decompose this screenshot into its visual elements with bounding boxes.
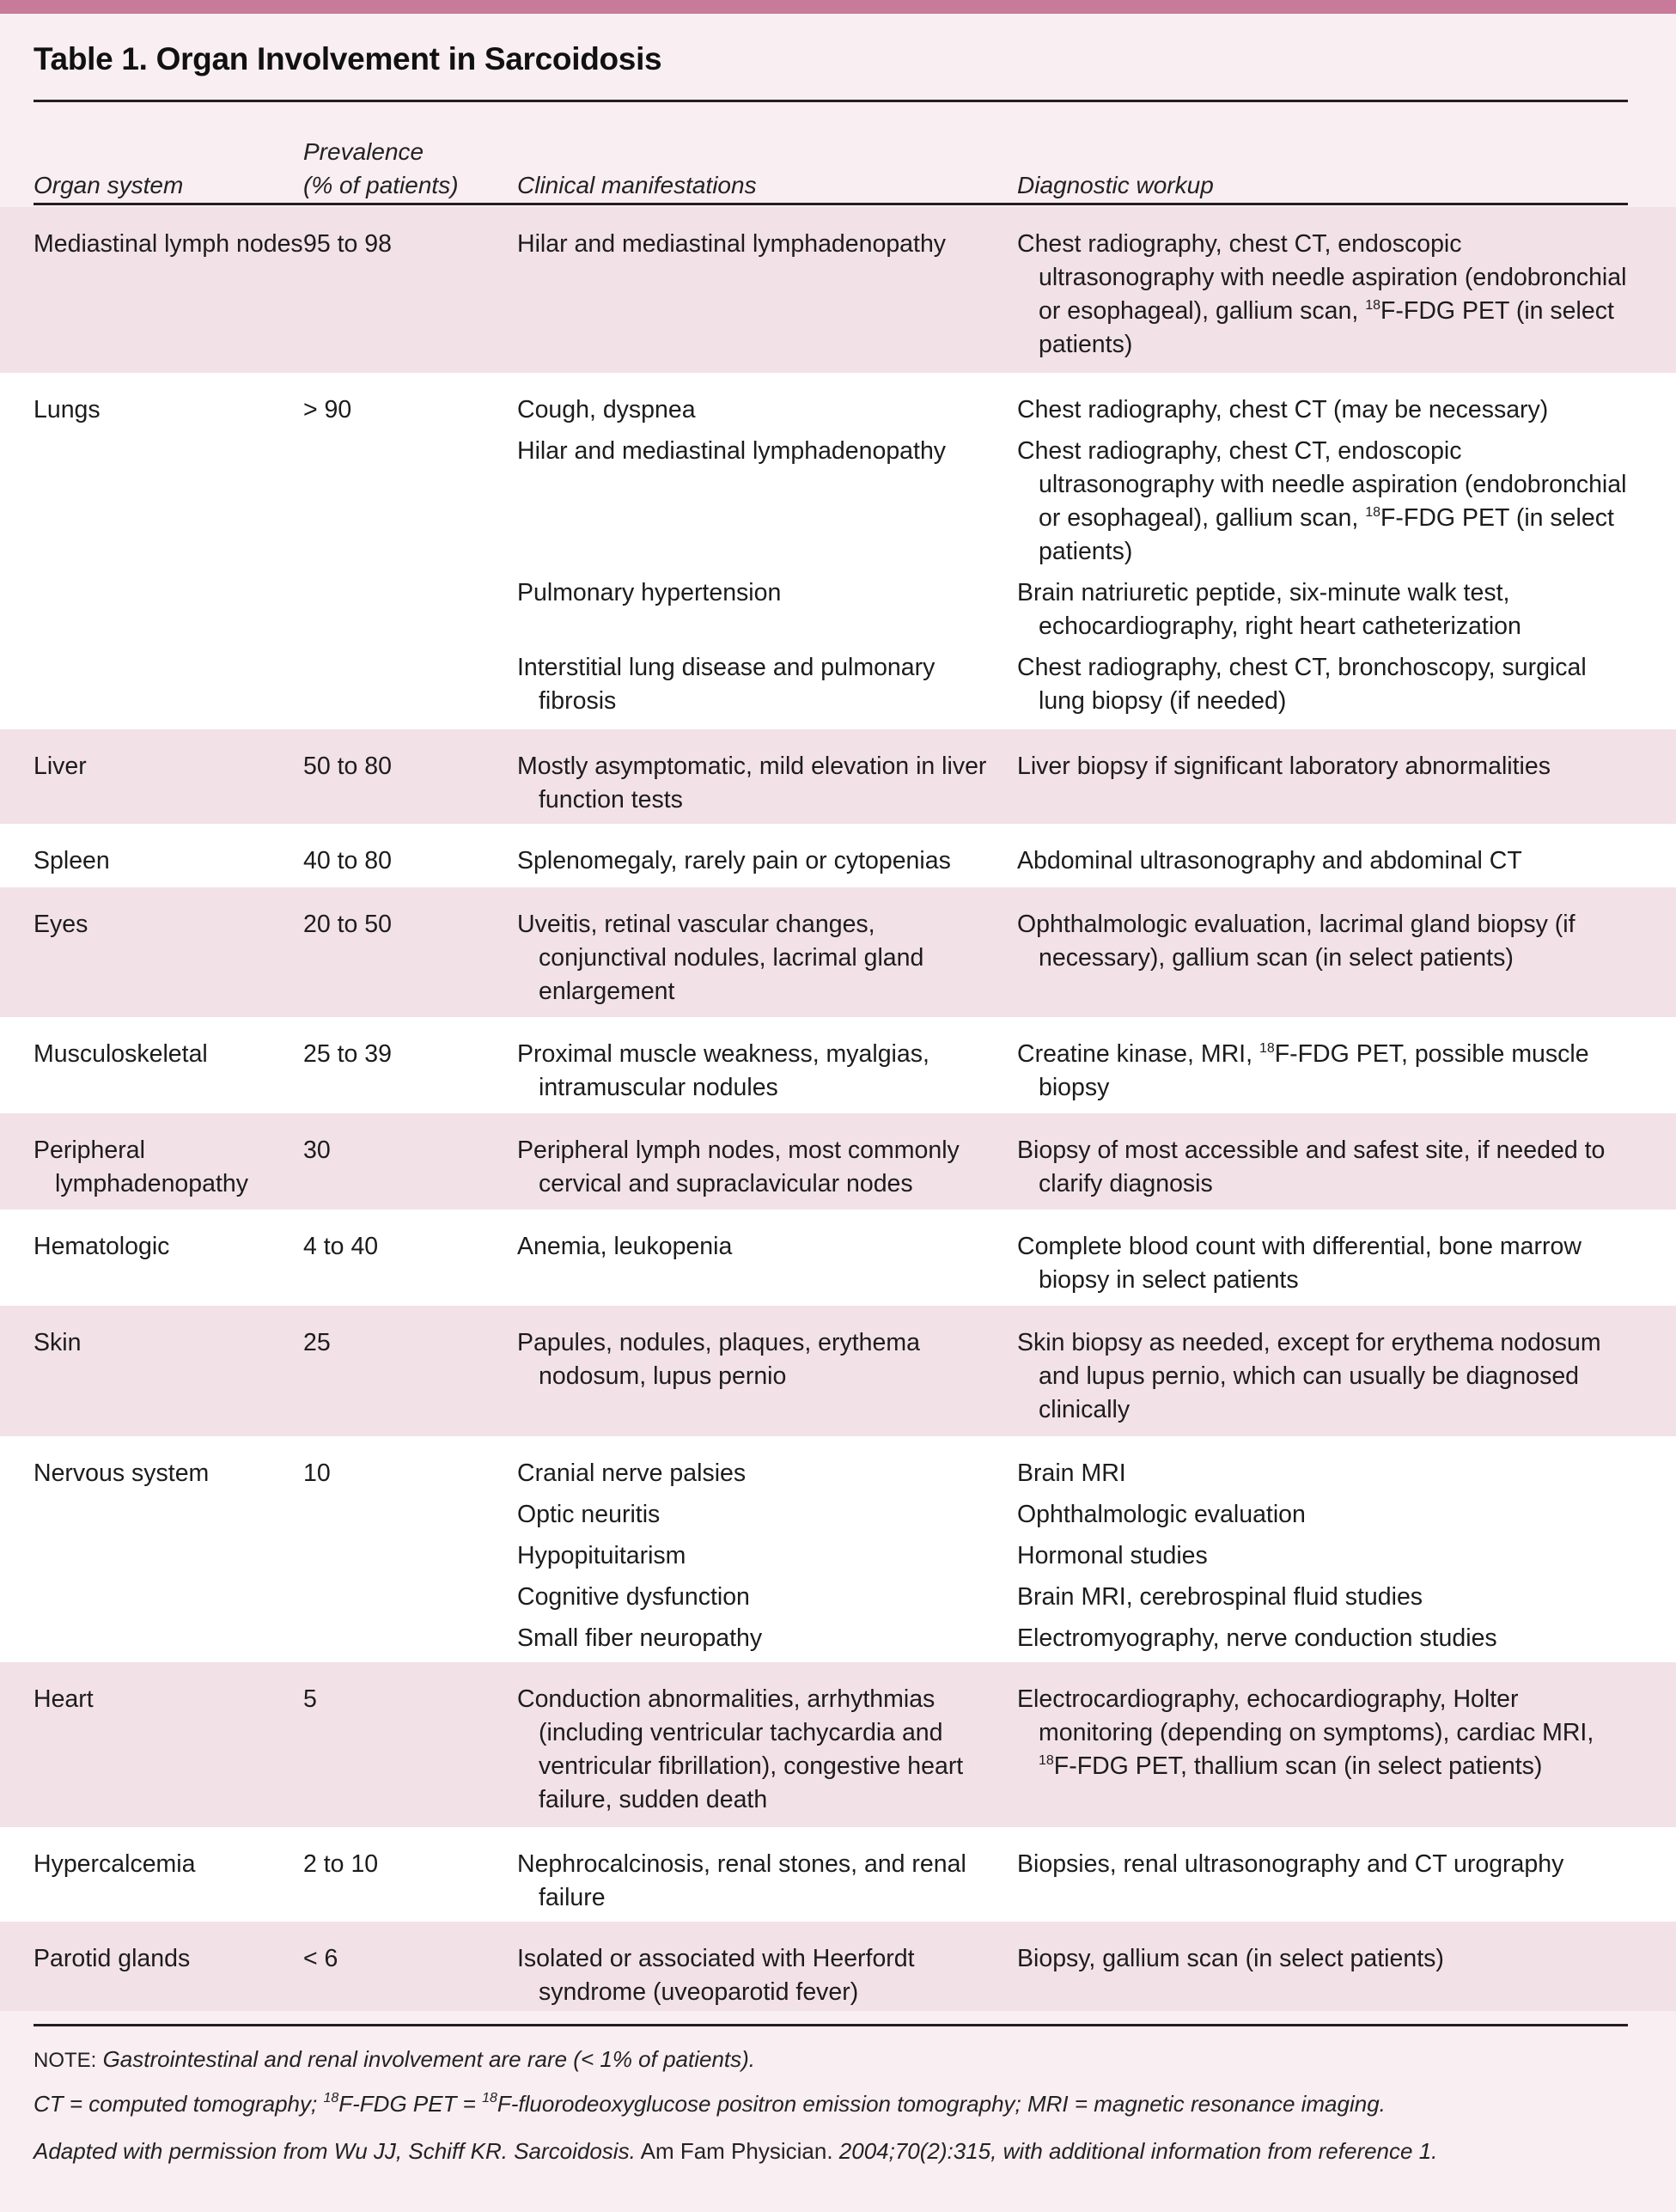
diagnostic-workup-cell	[1017, 1134, 1636, 1201]
clinical-item: Pulmonary hypertension	[517, 579, 782, 606]
diagnostic-item: Chest radiography, chest CT (may be necessary)	[1017, 396, 1549, 424]
table-row	[0, 887, 1676, 1017]
table-row	[0, 1436, 1676, 1662]
organ-system-cell: Lungs	[34, 396, 101, 424]
clinical-manifestations-cell	[517, 1683, 1007, 1817]
prevalence-cell: 30	[303, 1136, 331, 1164]
clinical-item: Hypopituitarism	[517, 1542, 686, 1569]
diagnostic-workup-cell	[1017, 750, 1636, 817]
prevalence-cell: 2 to 10	[303, 1850, 379, 1878]
prevalence-cell: 10	[303, 1459, 331, 1487]
diagnostic-workup-cell	[1017, 844, 1636, 878]
prevalence-cell: 5	[303, 1685, 317, 1713]
organ-system-cell: Peripheral lymphadenopathy	[34, 1136, 248, 1197]
clinical-item: Isolated or associated with Heerfordt syndrome (uveoparotid fever)	[517, 1945, 915, 2006]
organ-system-cell: Eyes	[34, 911, 88, 938]
diagnostic-workup-cell	[1017, 1942, 1636, 2009]
clinical-item: Optic neuritis	[517, 1501, 661, 1528]
prevalence-cell: 95 to 98	[303, 230, 393, 258]
clinical-manifestations-cell	[517, 228, 1007, 362]
clinical-item: Cognitive dysfunction	[517, 1583, 750, 1611]
clinical-manifestations-cell	[517, 1038, 1007, 1105]
note-text: Gastrointestinal and renal involvement are rare (< 1% of patients).	[96, 2046, 756, 2072]
clinical-item: Small fiber neuropathy	[517, 1624, 763, 1652]
prevalence-header-line1: Prevalence	[303, 138, 424, 165]
clinical-manifestations-cell	[517, 908, 1007, 1009]
source-line: Adapted with permission from Wu JJ, Schiff KR. Sarcoidosis. Am Fam Physician. 2004;70(2):315, with additional information from reference 1.	[34, 2138, 1438, 2164]
diagnostic-item: Ophthalmologic evaluation, lacrimal gland biopsy (if necessary), gallium scan (in select patients)	[1017, 911, 1575, 972]
prevalence-header-line2: (% of patients)	[303, 172, 459, 198]
table-row	[0, 1827, 1676, 1922]
organ-system-cell: Skin	[34, 1329, 82, 1356]
prevalence-cell: 50 to 80	[303, 753, 393, 780]
column-header-organ: Organ system	[34, 172, 184, 198]
clinical-item: Cough, dyspnea	[517, 396, 696, 424]
organ-system-cell: Hematologic	[34, 1233, 170, 1260]
organ-system-cell: Hypercalcemia	[34, 1850, 196, 1878]
diagnostic-item: Brain MRI, cerebrospinal fluid studies	[1017, 1583, 1423, 1611]
clinical-item: Mostly asymptomatic, mild elevation in liver function tests	[517, 753, 987, 814]
note-line	[34, 2044, 755, 2075]
clinical-item: Splenomegaly, rarely pain or cytopenias	[517, 847, 951, 874]
table-row	[0, 1210, 1676, 1306]
diagnostic-item: Chest radiography, chest CT, endoscopic ultrasonography with needle aspiration (endobronchial or esophageal), gallium scan, $^{18}$F-FDG PET (in select patients)	[1017, 437, 1627, 565]
clinical-item: Conduction abnormalities, arrhythmias (including ventricular tachycardia and ventricular fibrillation), congestive heart failure, sudden death	[517, 1685, 964, 1813]
diagnostic-item: Creatine kinase, MRI, $^{18}$F-FDG PET, possible muscle biopsy	[1017, 1040, 1589, 1101]
note-label: NOTE:	[34, 2049, 97, 2072]
table-row	[0, 729, 1676, 824]
diagnostic-item: Hormonal studies	[1017, 1542, 1208, 1569]
diagnostic-item: Brain natriuretic peptide, six-minute walk test, echocardiography, right heart catheterization	[1017, 579, 1521, 640]
clinical-item: Hilar and mediastinal lymphadenopathy	[517, 230, 947, 258]
clinical-manifestations-cell	[517, 1134, 1007, 1201]
table-title: Table 1. Organ Involvement in Sarcoidosis	[34, 41, 662, 76]
clinical-item: Peripheral lymph nodes, most commonly cervical and supraclavicular nodes	[517, 1136, 960, 1197]
diagnostic-workup-cell	[1017, 908, 1636, 1009]
diagnostic-workup-cell	[1017, 1683, 1636, 1817]
title-rule	[34, 100, 1628, 102]
diagnostic-workup-cell	[1017, 1230, 1636, 1297]
prevalence-cell: 4 to 40	[303, 1233, 379, 1260]
table-row	[0, 207, 1676, 373]
column-header-diagnostic: Diagnostic workup	[1017, 172, 1214, 198]
clinical-item: Uveitis, retinal vascular changes, conjunctival nodules, lacrimal gland enlargement	[517, 911, 924, 1005]
clinical-manifestations-cell	[517, 393, 1007, 718]
diagnostic-item: Biopsy, gallium scan (in select patients)	[1017, 1945, 1444, 1972]
diagnostic-item: Biopsy of most accessible and safest site, if needed to clarify diagnosis	[1017, 1136, 1606, 1197]
table-row	[0, 1113, 1676, 1210]
diagnostic-item: Biopsies, renal ultrasonography and CT urography	[1017, 1850, 1564, 1878]
table-row	[0, 1306, 1676, 1436]
diagnostic-workup-cell	[1017, 1326, 1636, 1427]
organ-system-cell: Musculoskeletal	[34, 1040, 208, 1068]
organ-system-cell: Spleen	[34, 847, 110, 874]
prevalence-cell: 25 to 39	[303, 1040, 393, 1068]
clinical-manifestations-cell	[517, 1326, 1007, 1427]
header-rule	[34, 203, 1628, 205]
prevalence-cell: 20 to 50	[303, 911, 393, 938]
clinical-manifestations-cell	[517, 844, 1007, 878]
organ-table	[0, 207, 1676, 2011]
prevalence-cell: > 90	[303, 396, 352, 424]
diagnostic-item: Complete blood count with differential, bone marrow biopsy in select patients	[1017, 1233, 1582, 1294]
prevalence-cell: < 6	[303, 1945, 338, 1972]
diagnostic-workup-cell	[1017, 228, 1636, 362]
diagnostic-item: Chest radiography, chest CT, endoscopic ultrasonography with needle aspiration (endobronchial or esophageal), gallium scan, $^{18}$F-FDG PET (in select patients)	[1017, 230, 1627, 358]
clinical-manifestations-cell	[517, 1942, 1007, 2009]
top-accent-bar	[0, 0, 1676, 14]
prevalence-cell: 25	[303, 1329, 331, 1356]
diagnostic-workup-cell	[1017, 1457, 1636, 1655]
diagnostic-workup-cell	[1017, 393, 1636, 718]
clinical-item: Interstitial lung disease and pulmonary fibrosis	[517, 654, 936, 715]
organ-system-cell: Liver	[34, 753, 87, 780]
footer-rule	[34, 2024, 1628, 2026]
organ-system-cell: Mediastinal lymph nodes	[34, 230, 303, 258]
diagnostic-workup-cell	[1017, 1848, 1636, 1915]
diagnostic-item: Skin biopsy as needed, except for erythema nodosum and lupus pernio, which can usually be diagnosed clinically	[1017, 1329, 1601, 1423]
clinical-item: Hilar and mediastinal lymphadenopathy	[517, 437, 947, 465]
column-header-prevalence	[303, 129, 459, 202]
abbreviations-line: CT = computed tomography; $^{18}$F-FDG PET = $^{18}$F-fluorodeoxyglucose positron emission tomography; MRI = magnetic resonance imaging.	[34, 2091, 1386, 2117]
clinical-item: Cranial nerve palsies	[517, 1459, 747, 1487]
table-row	[0, 1922, 1676, 2011]
clinical-item: Proximal muscle weakness, myalgias, intramuscular nodules	[517, 1040, 929, 1101]
table-row	[0, 824, 1676, 887]
clinical-manifestations-cell	[517, 1848, 1007, 1915]
clinical-item: Nephrocalcinosis, renal stones, and renal failure	[517, 1850, 966, 1911]
diagnostic-item: Ophthalmologic evaluation	[1017, 1501, 1306, 1528]
table-row	[0, 373, 1676, 729]
diagnostic-item: Brain MRI	[1017, 1459, 1126, 1487]
prevalence-cell: 40 to 80	[303, 847, 393, 874]
clinical-manifestations-cell	[517, 1230, 1007, 1297]
clinical-manifestations-cell	[517, 1457, 1007, 1655]
column-header-clinical: Clinical manifestations	[517, 172, 757, 198]
clinical-item: Papules, nodules, plaques, erythema nodosum, lupus pernio	[517, 1329, 920, 1390]
organ-system-cell: Parotid glands	[34, 1945, 191, 1972]
diagnostic-workup-cell	[1017, 1038, 1636, 1105]
diagnostic-item: Electromyography, nerve conduction studies	[1017, 1624, 1497, 1652]
diagnostic-item: Chest radiography, chest CT, bronchoscopy, surgical lung biopsy (if needed)	[1017, 654, 1587, 715]
diagnostic-item: Liver biopsy if significant laboratory abnormalities	[1017, 753, 1551, 780]
diagnostic-item: Electrocardiography, echocardiography, Holter monitoring (depending on symptoms), cardiac MRI, $^{18}$F-FDG PET, thallium scan (in select patients)	[1017, 1685, 1594, 1780]
clinical-manifestations-cell	[517, 750, 1007, 817]
organ-system-cell: Heart	[34, 1685, 94, 1713]
diagnostic-item: Abdominal ultrasonography and abdominal CT	[1017, 847, 1522, 874]
clinical-item: Anemia, leukopenia	[517, 1233, 733, 1260]
organ-system-cell: Nervous system	[34, 1459, 210, 1487]
table-row	[0, 1017, 1676, 1113]
table-row	[0, 1662, 1676, 1827]
